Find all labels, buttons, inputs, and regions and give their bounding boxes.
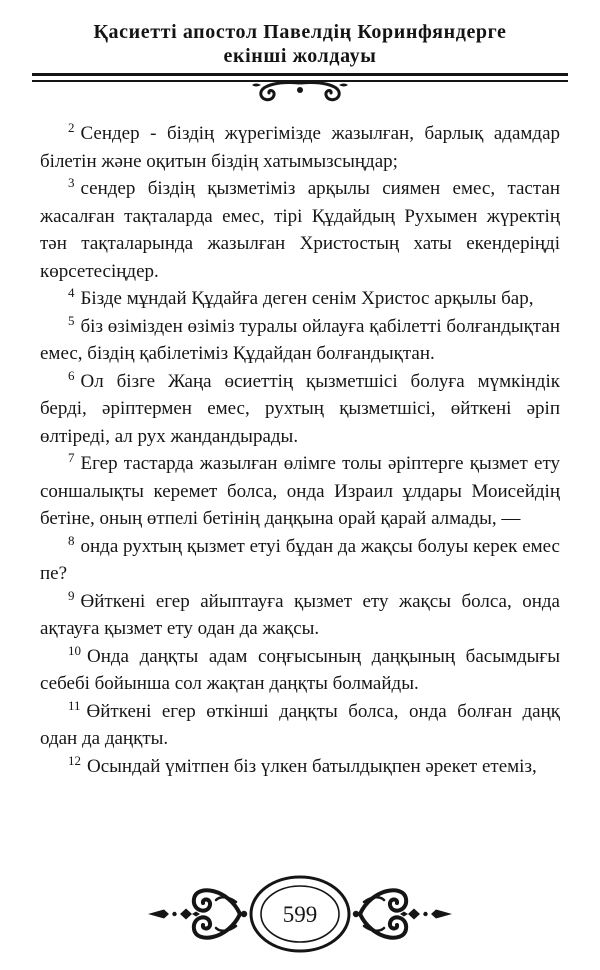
verse-number: 10 [68, 642, 81, 658]
page-number: 599 [282, 902, 318, 927]
verse-text: Онда даңқты адам соңғысының даңқының басымдығы себебі бойынша сол жақтан даңқты болмайды. [40, 645, 560, 694]
verse-text: біз өзімізден өзіміз туралы ойлауға қабілетті болғандықтан емес, біздің қабілетіміз Құдайдан болғандықтан. [40, 315, 560, 364]
verse-paragraph-12 [40, 753, 560, 781]
verse-number: 4 [68, 285, 75, 300]
verse-paragraph-10 [40, 643, 560, 698]
verse-text: Егер тастарда жазылған өлімге толы әріптерге қызмет ету соншалықты керемет болса, онда Израил ұлдары Моисейдің бетіне, оның өтпелі бетінің даңқына орай қарай алмады, — [40, 453, 560, 529]
scroll-flourish-icon [230, 81, 370, 105]
verse-number: 11 [68, 697, 81, 713]
page-header [0, 0, 600, 105]
verse-paragraph-5 [40, 313, 560, 368]
verse-number: 12 [68, 752, 81, 768]
verse-paragraph-8 [40, 533, 560, 588]
book-title-line-1: Қасиетті апостол Павелдің Коринфяндерге [93, 21, 507, 43]
verse-paragraph-2 [40, 120, 560, 175]
verse-text: онда рухтың қызмет етуі бұдан да жақсы болуы керек емес пе? [40, 535, 560, 584]
page-footer [0, 872, 600, 970]
verse-text: Ол бізге Жаңа өсиеттің қызметшісі болуға мүмкіндік берді, әріптермен емес, рухтың қызметшісі, өйткені әріп өлтіреді, ал рух жандандырады. [40, 370, 560, 447]
verse-text: Сендер - біздің жүрегімізде жазылған, барлық адамдар білетін және оқитын біздің хатымызсыңдар; [40, 123, 560, 172]
verse-paragraph-9 [40, 588, 560, 643]
book-title-line-2: екінші жолдауы [223, 45, 377, 67]
verse-text: Өйткені егер айыптауға қызмет ету жақсы болса, онда ақтауға қызмет ету одан да жақсы. [40, 590, 560, 639]
footer-ornament-icon [140, 872, 460, 956]
verse-number: 3 [68, 175, 75, 190]
verse-number: 7 [68, 450, 75, 465]
verse-text: сендер біздің қызметіміз арқылы сиямен емес, тастан жасалған тақталарда емес, тірі Құдайдың Рухымен жүректің тән тақталарында жазылған Христостың хаты екендеріңді көрсетесіңдер. [40, 178, 560, 282]
verse-text: Бізде мұндай Құдайға деген сенім Христос арқылы бар, [80, 288, 534, 309]
verse-number: 2 [68, 120, 75, 135]
verse-number: 8 [68, 532, 75, 548]
verse-paragraph-4 [40, 285, 560, 313]
header-ornament [0, 81, 600, 105]
verse-paragraph-7 [40, 450, 560, 533]
verse-number: 5 [68, 312, 75, 328]
verse-body [40, 120, 560, 780]
verse-paragraph-11 [40, 698, 560, 753]
verse-number: 6 [68, 367, 75, 383]
verse-text: Өйткені егер өткінші даңқты болса, онда болған даңқ одан да даңқты. [40, 700, 560, 749]
book-title [0, 20, 600, 68]
verse-paragraph-6 [40, 368, 560, 451]
verse-paragraph-3 [40, 175, 560, 285]
verse-number: 9 [68, 587, 75, 603]
verse-text: Осындай үмітпен біз үлкен батылдықпен әрекет етеміз, [87, 755, 537, 777]
